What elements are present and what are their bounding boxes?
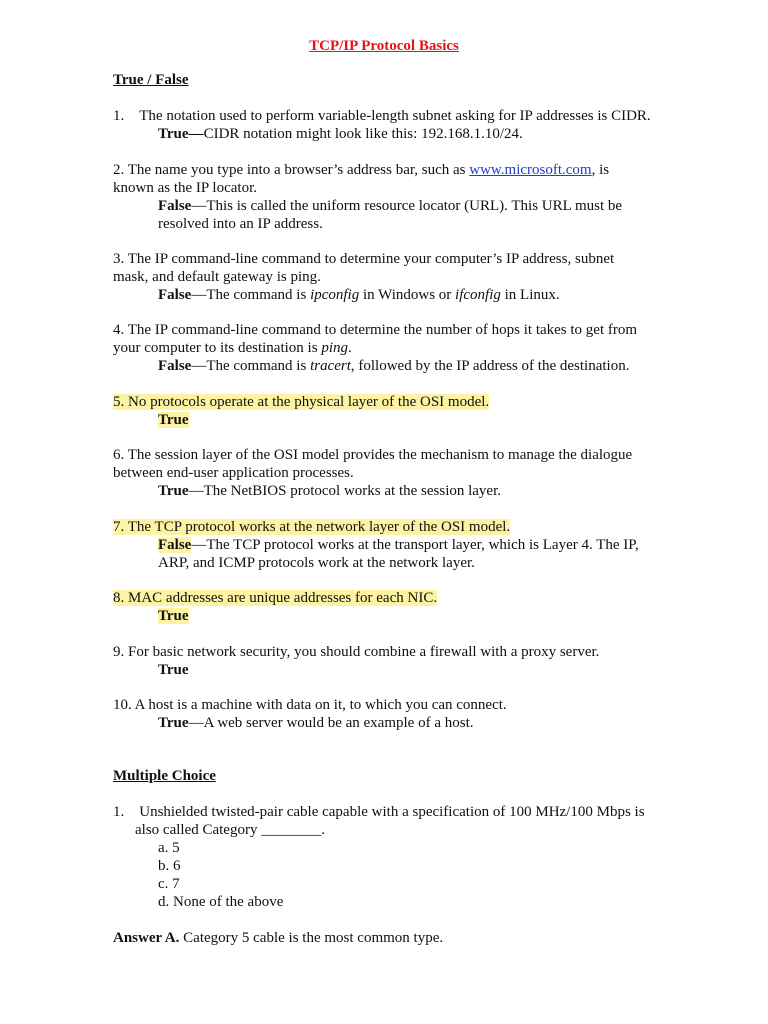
mc-option-a: a. 5 (158, 840, 180, 856)
answer-9 (158, 661, 189, 679)
answer-3-label: False (158, 287, 192, 303)
question-1 (113, 107, 651, 125)
mc-option-c: c. 7 (158, 876, 180, 892)
answer-6-label: True (158, 483, 189, 499)
answer-2-explanation: —This is called the uniform resource locator (URL). This URL must be (191, 198, 623, 214)
ipconfig-command: ipconfig (310, 287, 360, 303)
answer-5-label: True (158, 412, 189, 428)
answer-10-explanation: —A web server would be an example of a host. (188, 715, 474, 731)
answer-9-label: True (158, 662, 189, 678)
answer-8 (158, 607, 189, 625)
answer-10-label: True (158, 715, 189, 731)
mc-option-d: d. None of the above (158, 894, 284, 910)
question-6-line-2: between end-user application processes. (113, 465, 354, 481)
answer-7 (158, 536, 639, 554)
tracert-command: tracert (310, 358, 351, 374)
mc-question-1 (113, 803, 645, 821)
answer-8-label: True (158, 608, 189, 624)
answer-1-explanation: CIDR notation might look like this: 192.168.1.10/24. (203, 126, 523, 142)
answer-6 (158, 482, 501, 500)
mc-question-1-number: 1. (113, 804, 125, 820)
question-2-line-2: known as the IP locator. (113, 180, 258, 196)
mc-answer-1-label: Answer A. (113, 930, 180, 946)
question-5 (113, 393, 489, 411)
question-5-text: 5. No protocols operate at the physical layer of the OSI model. (113, 394, 490, 410)
answer-4-text-a: —The command is (191, 358, 311, 374)
answer-3-text-c: in Linux. (500, 287, 560, 303)
answer-7-label: False (158, 537, 192, 553)
document-title: TCP/IP Protocol Basics (309, 38, 459, 54)
question-2-text-end: , is (591, 162, 610, 178)
answer-2-line-2: resolved into an IP address. (158, 216, 323, 232)
answer-2-label: False (158, 198, 192, 214)
question-2 (113, 161, 609, 179)
question-1-number: 1. (113, 108, 125, 124)
question-3-line-2: mask, and default gateway is ping. (113, 269, 321, 285)
mc-question-1-line-2: also called Category ________. (135, 822, 325, 838)
mc-question-1-text: Unshielded twisted-pair cable capable with a specification of 100 MHz/100 Mbps is (139, 804, 645, 820)
question-7-text: 7. The TCP protocol works at the network layer of the OSI model. (113, 519, 511, 535)
question-6: 6. The session layer of the OSI model provides the mechanism to manage the dialogue (113, 447, 633, 463)
mc-answer-1-text: Category 5 cable is the most common type. (179, 930, 444, 946)
answer-6-explanation: —The NetBIOS protocol works at the session layer. (188, 483, 502, 499)
answer-7-line-2: ARP, and ICMP protocols work at the network layer. (158, 555, 475, 571)
answer-7-explanation: —The TCP protocol works at the transport layer, which is Layer 4. The IP, (191, 537, 639, 553)
mc-answer-1 (113, 929, 443, 947)
mc-option-b: b. 6 (158, 858, 181, 874)
question-4-text-a: your computer to its destination is (113, 340, 322, 356)
answer-4-label: False (158, 358, 192, 374)
question-4-text-b: . (347, 340, 352, 356)
answer-4 (158, 357, 629, 375)
question-1-text: The notation used to perform variable-length subnet asking for IP addresses is CIDR. (139, 108, 651, 124)
answer-3-text-a: —The command is (191, 287, 311, 303)
question-2-text-start: 2. The name you type into a browser’s address bar, such as (113, 162, 470, 178)
question-7 (113, 518, 510, 536)
answer-3 (158, 286, 560, 304)
answer-1-label: True— (158, 126, 204, 142)
question-4: 4. The IP command-line command to determine the number of hops it takes to get from (113, 322, 638, 338)
answer-10 (158, 714, 473, 732)
question-10: 10. A host is a machine with data on it, to which you can connect. (113, 697, 507, 713)
ping-command: ping (321, 340, 348, 356)
answer-5 (158, 411, 189, 429)
question-8-text: 8. MAC addresses are unique addresses for each NIC. (113, 590, 438, 606)
microsoft-link[interactable]: www.microsoft.com (469, 162, 592, 178)
true-false-heading: True / False (113, 72, 189, 88)
question-4-line-2 (113, 339, 352, 357)
answer-4-text-b: , followed by the IP address of the destination. (350, 358, 630, 374)
answer-2 (158, 197, 622, 215)
ifconfig-command: ifconfig (455, 287, 501, 303)
question-9: 9. For basic network security, you should combine a firewall with a proxy server. (113, 644, 600, 660)
multiple-choice-heading: Multiple Choice (113, 768, 216, 784)
question-8 (113, 589, 437, 607)
question-3: 3. The IP command-line command to determine your computer’s IP address, subnet (113, 251, 615, 267)
answer-1 (158, 125, 523, 143)
answer-3-text-b: in Windows or (359, 287, 456, 303)
